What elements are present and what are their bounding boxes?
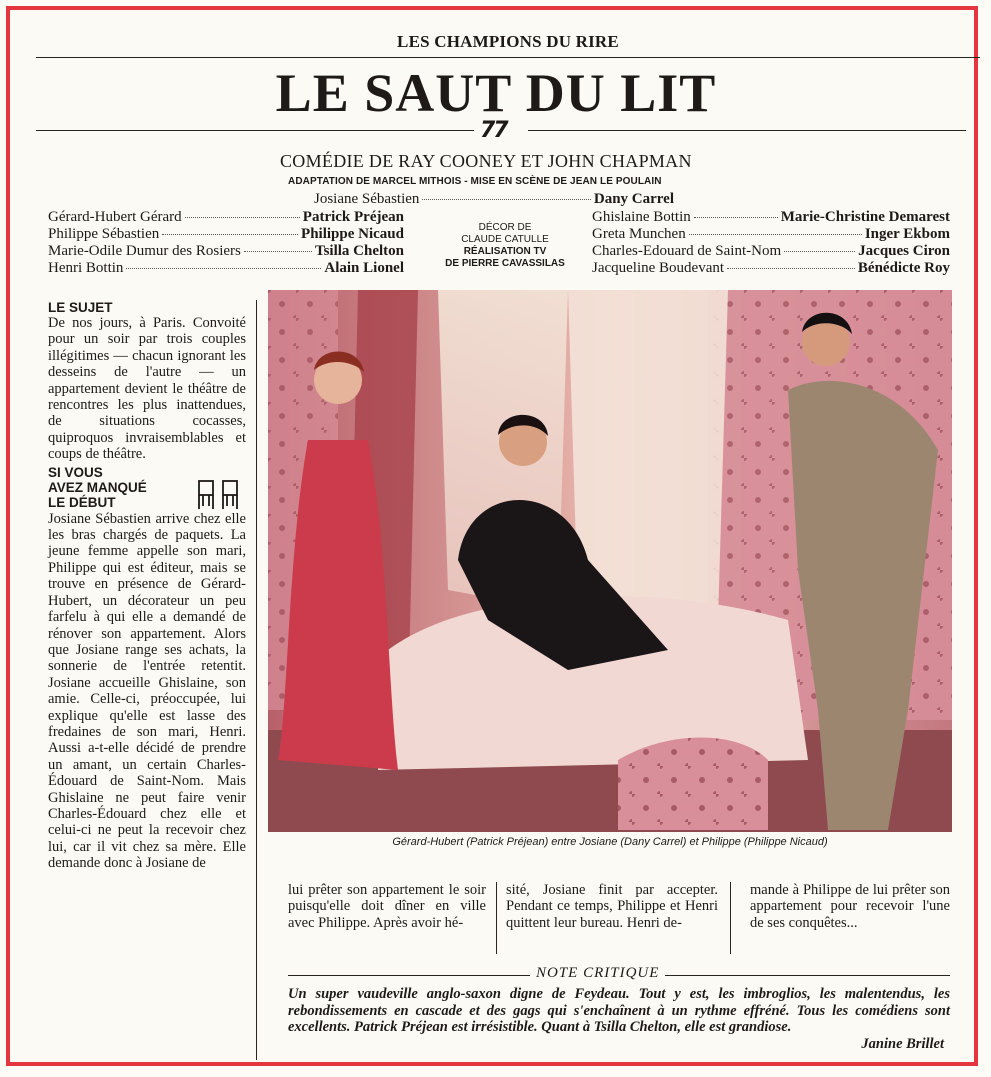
- continuation-text: lui prêter son appartement le soir puisqu'elle doit dîner en ville avec Philippe. Après avoir hé-: [288, 882, 486, 931]
- cast-role: Charles-Edouard de Saint-Nom: [592, 243, 782, 259]
- leader-dots: [185, 216, 300, 218]
- left-column: [48, 300, 246, 872]
- adaptation-credit: ADAPTATION DE MARCEL MITHOIS - MISE EN SCÈNE DE JEAN LE POULAIN: [288, 176, 662, 187]
- photo-caption: Gérard-Hubert (Patrick Préjean) entre Josiane (Dany Carrel) et Philippe (Philippe Nicaud): [392, 836, 828, 848]
- debut-heading: [48, 465, 147, 510]
- debut-text: Josiane Sébastien arrive chez elle les bras chargés de paquets. La jeune femme appelle son mari, Philippe qui est éditeur, mais se trouve en présence de Gérard-Hubert, un décorateur un peu farfelu à qui elle a demandé de rénover son appartement. Alors que Josiane range ses achats, la sonnerie de l'entrée retentit. Josiane accueille Ghislaine, son amie. Celle-ci, préoccupée, lui explique qu'elle est lasse des fredaines de son mari, Henri. Aussi a-t-elle décidé de prendre un amant, un certain Charles-Édouard de Saint-Nom. Mais Ghislaine ne peut faire venir Charles-Édouard chez elle et celui-ci ne peut la recevoir chez lui, car il vit chez sa mère. Elle demande donc à Josiane de: [48, 510, 246, 872]
- cast-line-top: [314, 191, 674, 208]
- cast-line: [592, 209, 950, 226]
- cast-line: [592, 243, 950, 260]
- sujet-text: De nos jours, à Paris. Convoité pour un soir par trois couples illégitimes — chacun ignorant les desseins de l'autre — un appartement devient le théâtre de rencontres les plus inattendues, de situations cocasses, quiproquos invraisemblables et coups de théâtre.: [48, 315, 246, 463]
- cast-actor: Alain Lionel: [324, 260, 404, 276]
- logo-77: 77: [480, 118, 507, 143]
- debut-heading-block: [48, 465, 246, 511]
- cast-left: [48, 209, 404, 277]
- note-critique-text: Un super vaudeville anglo-saxon digne de Feydeau. Tout y est, les imbroglios, les malentendus, les rebondissements en cascade et des gags qui s'enchaînent à un rythme effréné. Tous les comédiens sont excellents. Patrick Préjean est irrésistible. Quant à Tsilla Chelton, elle est grandiose.: [288, 986, 950, 1035]
- leader-dots: [694, 216, 778, 218]
- cast-role: Josiane Sébastien: [314, 191, 420, 207]
- continuation-column-3: [750, 882, 950, 931]
- cast-role: Gérard-Hubert Gérard: [48, 209, 182, 225]
- cast-role: Ghislaine Bottin: [592, 209, 691, 225]
- column-divider: [496, 882, 497, 954]
- note-author: Janine Brillet: [861, 1036, 944, 1052]
- cast-line: [48, 209, 404, 226]
- column-divider: [256, 300, 257, 1060]
- cast-line: [48, 226, 404, 243]
- cast-role: Henri Bottin: [48, 260, 124, 276]
- decor-name: CLAUDE CATULLE: [461, 234, 549, 245]
- leader-dots: [162, 233, 298, 235]
- cast-line: [48, 260, 404, 277]
- cast-role: Marie-Odile Dumur des Rosiers: [48, 243, 241, 259]
- top-rule: [36, 57, 980, 58]
- cast-role: Jacqueline Boudevant: [592, 260, 725, 276]
- cast-right: [592, 209, 950, 277]
- cast-role: Greta Munchen: [592, 226, 686, 242]
- realisation-label: RÉALISATION TV: [463, 246, 547, 257]
- title-rule-left: [36, 130, 474, 131]
- cast-line: [592, 260, 950, 277]
- sujet-heading: LE SUJET: [48, 300, 113, 315]
- leader-dots: [244, 250, 312, 252]
- section-kicker: LES CHAMPIONS DU RIRE: [397, 32, 619, 51]
- cast-actor: Inger Ekbom: [864, 226, 950, 242]
- chairs-icon: [196, 479, 244, 511]
- cast-actor: Bénédicte Roy: [857, 260, 950, 276]
- title-rule-right: [528, 130, 966, 131]
- leader-dots: [422, 198, 590, 200]
- cast-actor: Tsilla Chelton: [314, 243, 404, 259]
- cast-role: Philippe Sébastien: [48, 226, 160, 242]
- note-critique-label: NOTE CRITIQUE: [530, 965, 665, 982]
- continuation-text: sité, Josiane finit par accepter. Pendant ce temps, Philippe et Henri quittent leur bureau. Henri de-: [506, 882, 718, 931]
- cast-actor: Marie-Christine Demarest: [780, 209, 950, 225]
- continuation-column-2: [506, 882, 718, 931]
- cast-actor: Philippe Nicaud: [301, 226, 404, 242]
- magazine-page: [6, 6, 978, 1066]
- scene-photo: [268, 290, 952, 832]
- cast-actor: Jacques Ciron: [858, 243, 950, 259]
- column-divider: [730, 882, 731, 954]
- debut-heading-line: SI VOUS: [48, 464, 103, 480]
- cast-line: [592, 226, 950, 243]
- leader-dots: [727, 267, 855, 269]
- page-title: LE SAUT DU LIT: [275, 63, 717, 123]
- debut-heading-line: LE DÉBUT: [48, 494, 116, 510]
- production-credits: [430, 222, 580, 270]
- debut-heading-line: AVEZ MANQUÉ: [48, 479, 147, 495]
- leader-dots: [126, 267, 321, 269]
- continuation-column-1: [288, 882, 486, 931]
- cast-actor: Patrick Préjean: [302, 209, 404, 225]
- cast-actor: Dany Carrel: [593, 191, 674, 207]
- decor-label: DÉCOR DE: [478, 222, 532, 233]
- leader-dots: [689, 233, 862, 235]
- continuation-text: mande à Philippe de lui prêter son appartement pour recevoir l'une de ses conquêtes...: [750, 882, 950, 931]
- cast-line: [48, 243, 404, 260]
- realisation-name: DE PIERRE CAVASSILAS: [445, 258, 565, 269]
- scene-illustration: [268, 290, 952, 832]
- leader-dots: [784, 250, 855, 252]
- subtitle: COMÉDIE DE RAY COONEY ET JOHN CHAPMAN: [280, 151, 692, 171]
